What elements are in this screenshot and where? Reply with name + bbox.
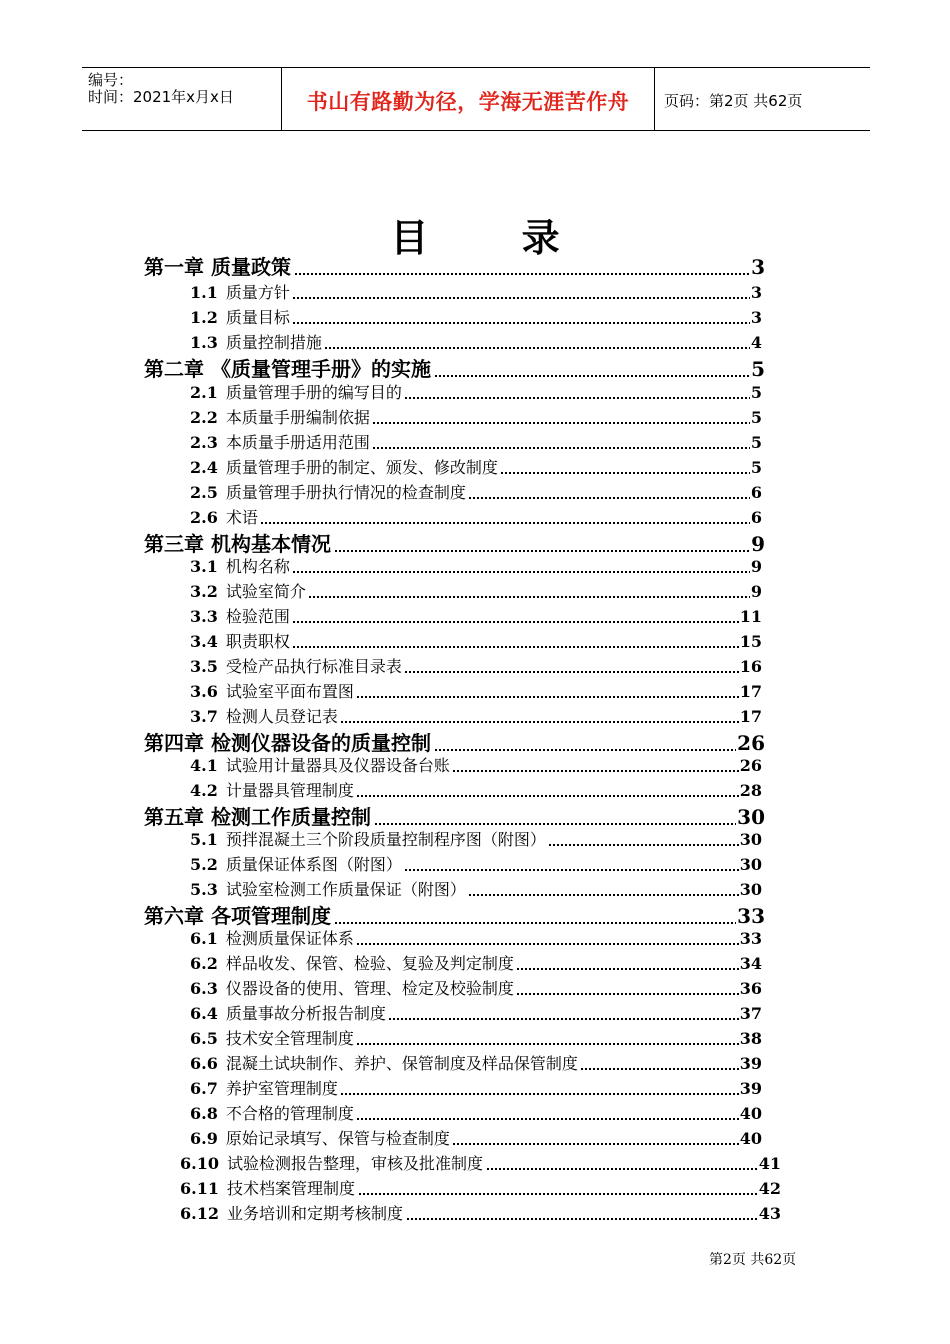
toc-chapter-row bbox=[144, 903, 765, 929]
toc-entry-title bbox=[180, 1153, 485, 1175]
toc-entry-number: 6.10 bbox=[180, 1154, 219, 1173]
toc-entry-page: 30 bbox=[739, 855, 762, 874]
toc-section-row bbox=[190, 854, 762, 876]
toc-entry-label: 质量方针 bbox=[225, 283, 290, 302]
toc-section-row bbox=[190, 606, 762, 628]
toc-entry-page: 9 bbox=[751, 532, 765, 556]
toc-entry-page: 33 bbox=[739, 929, 762, 948]
header-divider bbox=[654, 68, 655, 130]
toc-chapter-row bbox=[144, 356, 765, 382]
toc-entry-label: 预拌混凝土三个阶段质量控制程序图（附图） bbox=[225, 830, 546, 849]
toc-entry-page: 28 bbox=[739, 781, 762, 800]
toc-entry-page: 6 bbox=[750, 483, 762, 502]
toc-entry-title bbox=[190, 581, 308, 603]
toc-entry-number: 4.1 bbox=[190, 756, 218, 775]
toc-entry-page: 41 bbox=[758, 1154, 781, 1173]
toc-entry-page: 43 bbox=[758, 1204, 781, 1223]
toc-entry-title bbox=[190, 1128, 452, 1150]
toc-entry-number: 6.2 bbox=[190, 954, 218, 973]
toc-entry-number: 6.9 bbox=[190, 1129, 218, 1148]
toc-section-row bbox=[180, 1203, 781, 1225]
toc-entry-title bbox=[190, 656, 404, 678]
toc-section-row bbox=[190, 556, 762, 578]
toc-entry-title bbox=[190, 407, 372, 429]
toc-entry-label: 技术档案管理制度 bbox=[226, 1179, 355, 1198]
page-footer: 第2页 共62页 bbox=[709, 1252, 797, 1268]
toc-entry-title bbox=[190, 879, 468, 901]
toc-entry-label: 试验室平面布置图 bbox=[225, 682, 354, 701]
toc-chapter-row bbox=[144, 254, 765, 280]
page-title: 目 录 bbox=[390, 215, 600, 260]
toc-entry-label: 机构名称 bbox=[225, 557, 290, 576]
toc-entry-title bbox=[190, 1103, 356, 1125]
toc-entry-title bbox=[190, 755, 452, 777]
toc-entry-title bbox=[190, 307, 292, 329]
toc-section-row bbox=[190, 332, 762, 354]
toc-entry-page: 15 bbox=[739, 632, 762, 651]
toc-entry-label: 第四章 检测仪器设备的质量控制 bbox=[144, 731, 431, 755]
toc-entry-page: 9 bbox=[750, 557, 762, 576]
toc-entry-page: 42 bbox=[758, 1179, 781, 1198]
toc-entry-page: 40 bbox=[739, 1129, 762, 1148]
toc-section-row bbox=[190, 482, 762, 504]
toc-entry-number: 2.6 bbox=[190, 508, 218, 527]
toc-entry-title bbox=[190, 829, 548, 851]
toc-entry-number: 6.6 bbox=[190, 1054, 218, 1073]
header-date: 时间：2021年x月x日 bbox=[88, 88, 234, 106]
toc-entry-number: 3.5 bbox=[190, 657, 218, 676]
toc-chapter-row bbox=[144, 531, 765, 557]
toc-entry-title bbox=[190, 953, 516, 975]
toc-entry-number: 2.1 bbox=[190, 383, 218, 402]
toc-entry-title bbox=[190, 482, 468, 504]
toc-entry-page: 26 bbox=[737, 731, 765, 755]
toc-entry-title bbox=[190, 457, 500, 479]
toc-entry-label: 质量保证体系图（附图） bbox=[225, 855, 402, 874]
toc-entry-label: 第一章 质量政策 bbox=[144, 255, 291, 279]
toc-entry-number: 3.4 bbox=[190, 632, 218, 651]
toc-entry-page: 26 bbox=[739, 756, 762, 775]
toc-entry-number: 3.3 bbox=[190, 607, 218, 626]
toc-entry-title bbox=[190, 1003, 388, 1025]
toc-entry-title bbox=[190, 780, 356, 802]
toc-entry-page: 9 bbox=[750, 582, 762, 601]
toc-entry-label: 术语 bbox=[225, 508, 258, 527]
toc-section-row bbox=[190, 1028, 762, 1050]
toc-entry-title bbox=[190, 282, 292, 304]
header-left bbox=[88, 72, 234, 106]
toc-entry-label: 试验用计量器具及仪器设备台账 bbox=[225, 756, 450, 775]
toc-entry-title bbox=[190, 382, 404, 404]
toc-section-row bbox=[190, 432, 762, 454]
toc-entry-number: 3.6 bbox=[190, 682, 218, 701]
toc-entry-number: 3.1 bbox=[190, 557, 218, 576]
toc-entry-title bbox=[190, 1078, 340, 1100]
toc-section-row bbox=[190, 581, 762, 603]
toc-section-row bbox=[190, 631, 762, 653]
toc-entry-page: 36 bbox=[739, 979, 762, 998]
toc-entry-number: 3.2 bbox=[190, 582, 218, 601]
toc-entry-title bbox=[144, 730, 433, 756]
toc-entry-number: 5.3 bbox=[190, 880, 218, 899]
toc-entry-title bbox=[190, 1053, 580, 1075]
toc-dot-leader bbox=[190, 522, 762, 524]
toc-entry-page: 11 bbox=[739, 607, 762, 626]
toc-entry-label: 质量目标 bbox=[225, 308, 290, 327]
toc-section-row bbox=[190, 681, 762, 703]
toc-entry-label: 质量管理手册的编写目的 bbox=[225, 383, 402, 402]
toc-entry-label: 计量器具管理制度 bbox=[225, 781, 354, 800]
toc-entry-page: 5 bbox=[750, 383, 762, 402]
toc-entry-label: 受检产品执行标准目录表 bbox=[225, 657, 402, 676]
toc-section-row bbox=[190, 1053, 762, 1075]
toc-entry-label: 职责职权 bbox=[225, 632, 290, 651]
header-motto: 书山有路勤为径，学海无涯苦作舟 bbox=[306, 90, 630, 114]
toc-entry-title bbox=[190, 706, 340, 728]
toc-section-row bbox=[190, 1078, 762, 1100]
toc-section-row bbox=[190, 829, 762, 851]
toc-entry-number: 2.4 bbox=[190, 458, 218, 477]
toc-entry-label: 养护室管理制度 bbox=[225, 1079, 338, 1098]
toc-entry-page: 38 bbox=[739, 1029, 762, 1048]
toc-entry-title bbox=[144, 254, 293, 280]
toc-section-row bbox=[190, 780, 762, 802]
toc-entry-title bbox=[190, 606, 292, 628]
toc-entry-title bbox=[180, 1178, 357, 1200]
toc-entry-label: 质量事故分析报告制度 bbox=[225, 1004, 386, 1023]
toc-entry-label: 第二章 《质量管理手册》的实施 bbox=[144, 357, 431, 381]
toc-entry-number: 6.4 bbox=[190, 1004, 218, 1023]
toc-entry-title bbox=[190, 556, 292, 578]
toc-entry-label: 原始记录填写、保管与检查制度 bbox=[225, 1129, 450, 1148]
toc-entry-title bbox=[190, 1028, 356, 1050]
toc-section-row bbox=[190, 382, 762, 404]
toc-entry-page: 5 bbox=[750, 408, 762, 427]
toc-entry-label: 试验检测报告整理，审核及批准制度 bbox=[226, 1154, 483, 1173]
toc-entry-page: 3 bbox=[750, 308, 762, 327]
toc-entry-title bbox=[144, 531, 333, 557]
toc-entry-label: 第三章 机构基本情况 bbox=[144, 532, 331, 556]
header-page-info: 页码：第2页 共62页 bbox=[664, 92, 803, 110]
toc-entry-label: 本质量手册编制依据 bbox=[225, 408, 370, 427]
toc-section-row bbox=[190, 755, 762, 777]
toc-entry-page: 5 bbox=[750, 433, 762, 452]
toc-section-row bbox=[190, 457, 762, 479]
toc-entry-title bbox=[190, 978, 516, 1000]
toc-entry-title bbox=[180, 1203, 405, 1225]
toc-chapter-row bbox=[144, 730, 765, 756]
toc-entry-label: 本质量手册适用范围 bbox=[225, 433, 370, 452]
toc-entry-number: 6.12 bbox=[180, 1204, 219, 1223]
toc-entry-label: 检验范围 bbox=[225, 607, 290, 626]
toc-entry-number: 1.3 bbox=[190, 333, 218, 352]
toc-section-row bbox=[190, 507, 762, 529]
toc-entry-number: 6.3 bbox=[190, 979, 218, 998]
toc-entry-number: 2.5 bbox=[190, 483, 218, 502]
toc-entry-number: 3.7 bbox=[190, 707, 218, 726]
toc-entry-page: 16 bbox=[739, 657, 762, 676]
toc-section-row bbox=[190, 1103, 762, 1125]
header-number-label: 编号： bbox=[88, 71, 134, 89]
toc-entry-label: 检测质量保证体系 bbox=[225, 929, 354, 948]
toc-entry-label: 混凝土试块制作、养护、保管制度及样品保管制度 bbox=[225, 1054, 578, 1073]
toc-chapter-row bbox=[144, 804, 765, 830]
toc-section-row bbox=[190, 953, 762, 975]
toc-entry-page: 30 bbox=[737, 805, 765, 829]
toc-entry-title bbox=[190, 432, 372, 454]
toc-section-row bbox=[180, 1153, 781, 1175]
toc-entry-title bbox=[144, 903, 333, 929]
toc-section-row bbox=[190, 706, 762, 728]
toc-entry-page: 30 bbox=[739, 880, 762, 899]
toc-entry-number: 6.5 bbox=[190, 1029, 218, 1048]
toc-entry-page: 5 bbox=[750, 458, 762, 477]
toc-entry-title bbox=[144, 804, 373, 830]
toc-entry-label: 质量管理手册执行情况的检查制度 bbox=[225, 483, 466, 502]
toc-entry-label: 试验室检测工作质量保证（附图） bbox=[225, 880, 466, 899]
toc-entry-page: 17 bbox=[739, 707, 762, 726]
toc-entry-label: 第六章 各项管理制度 bbox=[144, 904, 331, 928]
toc-entry-title bbox=[190, 681, 356, 703]
toc-entry-page: 34 bbox=[739, 954, 762, 973]
toc-entry-number: 4.2 bbox=[190, 781, 218, 800]
toc-entry-page: 5 bbox=[751, 357, 765, 381]
toc-section-row bbox=[190, 879, 762, 901]
toc-section-row bbox=[190, 307, 762, 329]
toc-entry-label: 质量控制措施 bbox=[225, 333, 322, 352]
toc-entry-label: 仪器设备的使用、管理、检定及校验制度 bbox=[225, 979, 514, 998]
toc-entry-label: 技术安全管理制度 bbox=[225, 1029, 354, 1048]
toc-entry-label: 检测人员登记表 bbox=[225, 707, 338, 726]
toc-entry-label: 第五章 检测工作质量控制 bbox=[144, 805, 371, 829]
toc-section-row bbox=[190, 1128, 762, 1150]
toc-entry-title bbox=[144, 356, 433, 382]
toc-entry-page: 3 bbox=[751, 255, 765, 279]
toc-entry-label: 质量管理手册的制定、颁发、修改制度 bbox=[225, 458, 498, 477]
toc-entry-number: 5.1 bbox=[190, 830, 218, 849]
toc-entry-number: 6.8 bbox=[190, 1104, 218, 1123]
toc-entry-title bbox=[190, 332, 324, 354]
toc-entry-title bbox=[190, 928, 356, 950]
toc-entry-number: 5.2 bbox=[190, 855, 218, 874]
toc-entry-number: 6.11 bbox=[180, 1179, 219, 1198]
toc-entry-page: 39 bbox=[739, 1079, 762, 1098]
toc-section-row bbox=[190, 656, 762, 678]
toc-section-row bbox=[190, 282, 762, 304]
toc-section-row bbox=[190, 407, 762, 429]
toc-section-row bbox=[190, 978, 762, 1000]
toc-entry-title bbox=[190, 507, 260, 529]
toc-entry-label: 试验室简介 bbox=[225, 582, 306, 601]
toc-entry-page: 39 bbox=[739, 1054, 762, 1073]
toc-entry-number: 2.2 bbox=[190, 408, 218, 427]
toc-entry-page: 3 bbox=[750, 283, 762, 302]
toc-entry-number: 1.1 bbox=[190, 283, 218, 302]
toc-section-row bbox=[190, 928, 762, 950]
toc-entry-page: 40 bbox=[739, 1104, 762, 1123]
toc-section-row bbox=[180, 1178, 781, 1200]
toc-entry-number: 6.7 bbox=[190, 1079, 218, 1098]
toc-section-row bbox=[190, 1003, 762, 1025]
toc-entry-title bbox=[190, 631, 292, 653]
toc-entry-title bbox=[190, 854, 404, 876]
page-header bbox=[82, 67, 870, 131]
toc-entry-label: 不合格的管理制度 bbox=[225, 1104, 354, 1123]
toc-entry-number: 2.3 bbox=[190, 433, 218, 452]
toc-entry-page: 37 bbox=[739, 1004, 762, 1023]
toc-entry-page: 6 bbox=[750, 508, 762, 527]
toc-entry-page: 30 bbox=[739, 830, 762, 849]
toc-entry-page: 4 bbox=[750, 333, 762, 352]
toc-entry-page: 33 bbox=[737, 904, 765, 928]
toc-entry-label: 业务培训和定期考核制度 bbox=[226, 1204, 403, 1223]
toc-entry-number: 1.2 bbox=[190, 308, 218, 327]
toc-entry-number: 6.1 bbox=[190, 929, 218, 948]
toc-entry-label: 样品收发、保管、检验、复验及判定制度 bbox=[225, 954, 514, 973]
toc-entry-page: 17 bbox=[739, 682, 762, 701]
